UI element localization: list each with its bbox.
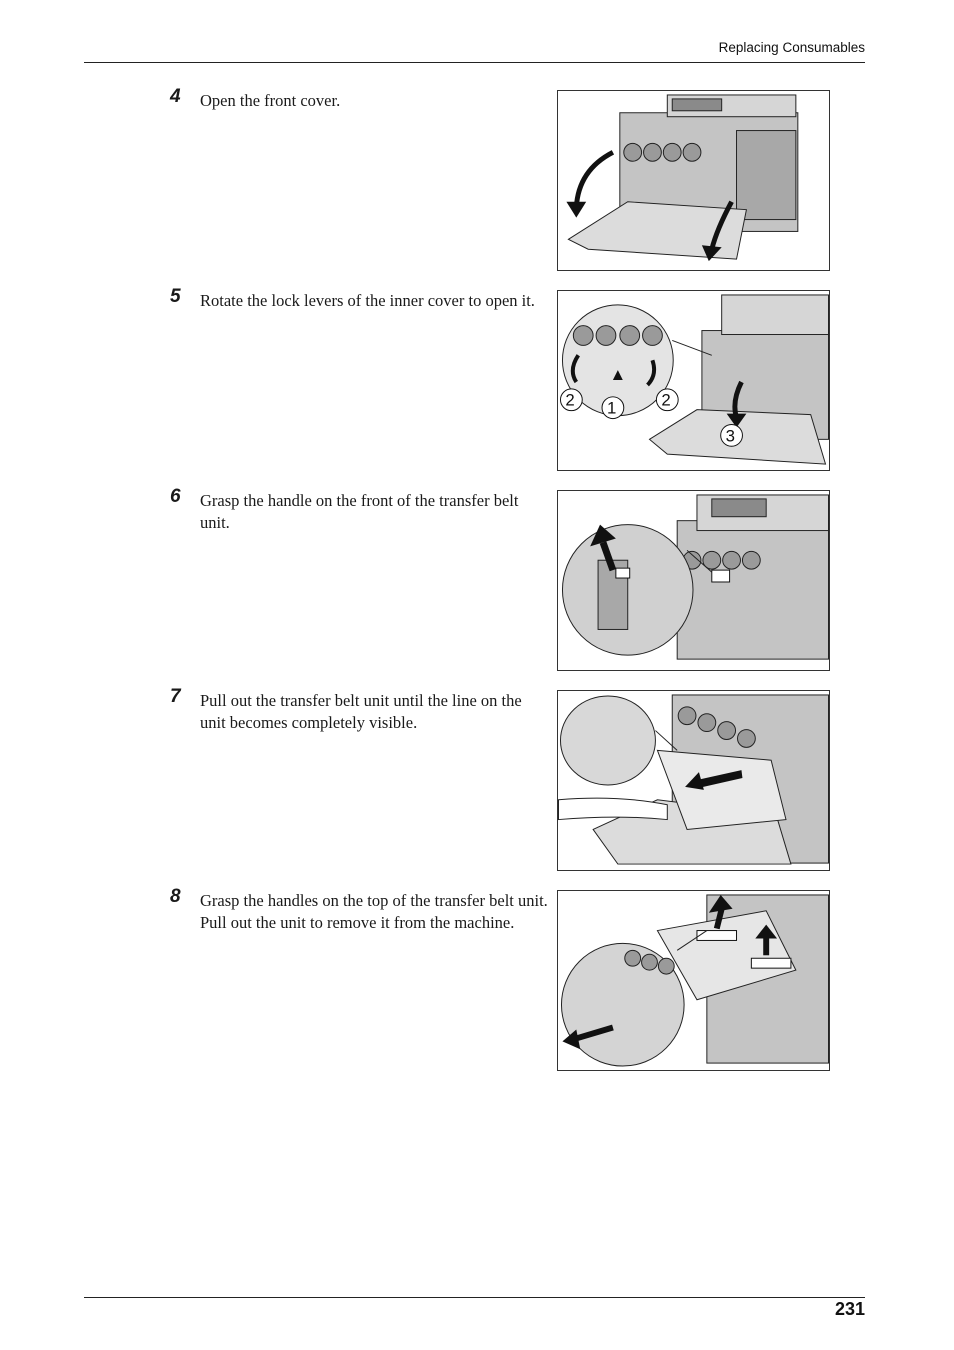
illustration-grasp-handle — [557, 490, 830, 671]
callout-2-right: 2 — [661, 390, 671, 410]
step-text: Open the front cover. — [200, 91, 341, 110]
callout-3: 3 — [725, 426, 735, 446]
running-header: Replacing Consumables — [718, 40, 865, 55]
step-number: 6 — [170, 486, 181, 507]
step-number: 5 — [170, 286, 181, 307]
step-text: Pull out the transfer belt unit until the line on the unit becomes completely visible. — [200, 691, 522, 732]
step-text: Grasp the handles on the top of the transfer belt unit. Pull out the unit to remove it from the machine. — [200, 891, 548, 932]
illustration-remove-belt-unit — [557, 890, 830, 1071]
step-text: Rotate the lock levers of the inner cover to open it. — [200, 291, 535, 310]
page-number: 231 — [834, 1299, 865, 1319]
step-text: Grasp the handle on the front of the transfer belt unit. — [200, 491, 519, 532]
callout-1: 1 — [606, 398, 617, 418]
illustration-rotate-lock-levers — [557, 290, 830, 471]
illustration-pull-out-belt-unit — [557, 690, 830, 871]
step-number: 8 — [170, 886, 181, 907]
illustration-open-front-cover — [557, 90, 830, 271]
header-rule — [84, 62, 865, 63]
footer-rule — [84, 1297, 865, 1298]
step-number: 4 — [170, 86, 181, 107]
step-number: 7 — [170, 686, 181, 707]
callout-2-left: 2 — [565, 390, 575, 410]
